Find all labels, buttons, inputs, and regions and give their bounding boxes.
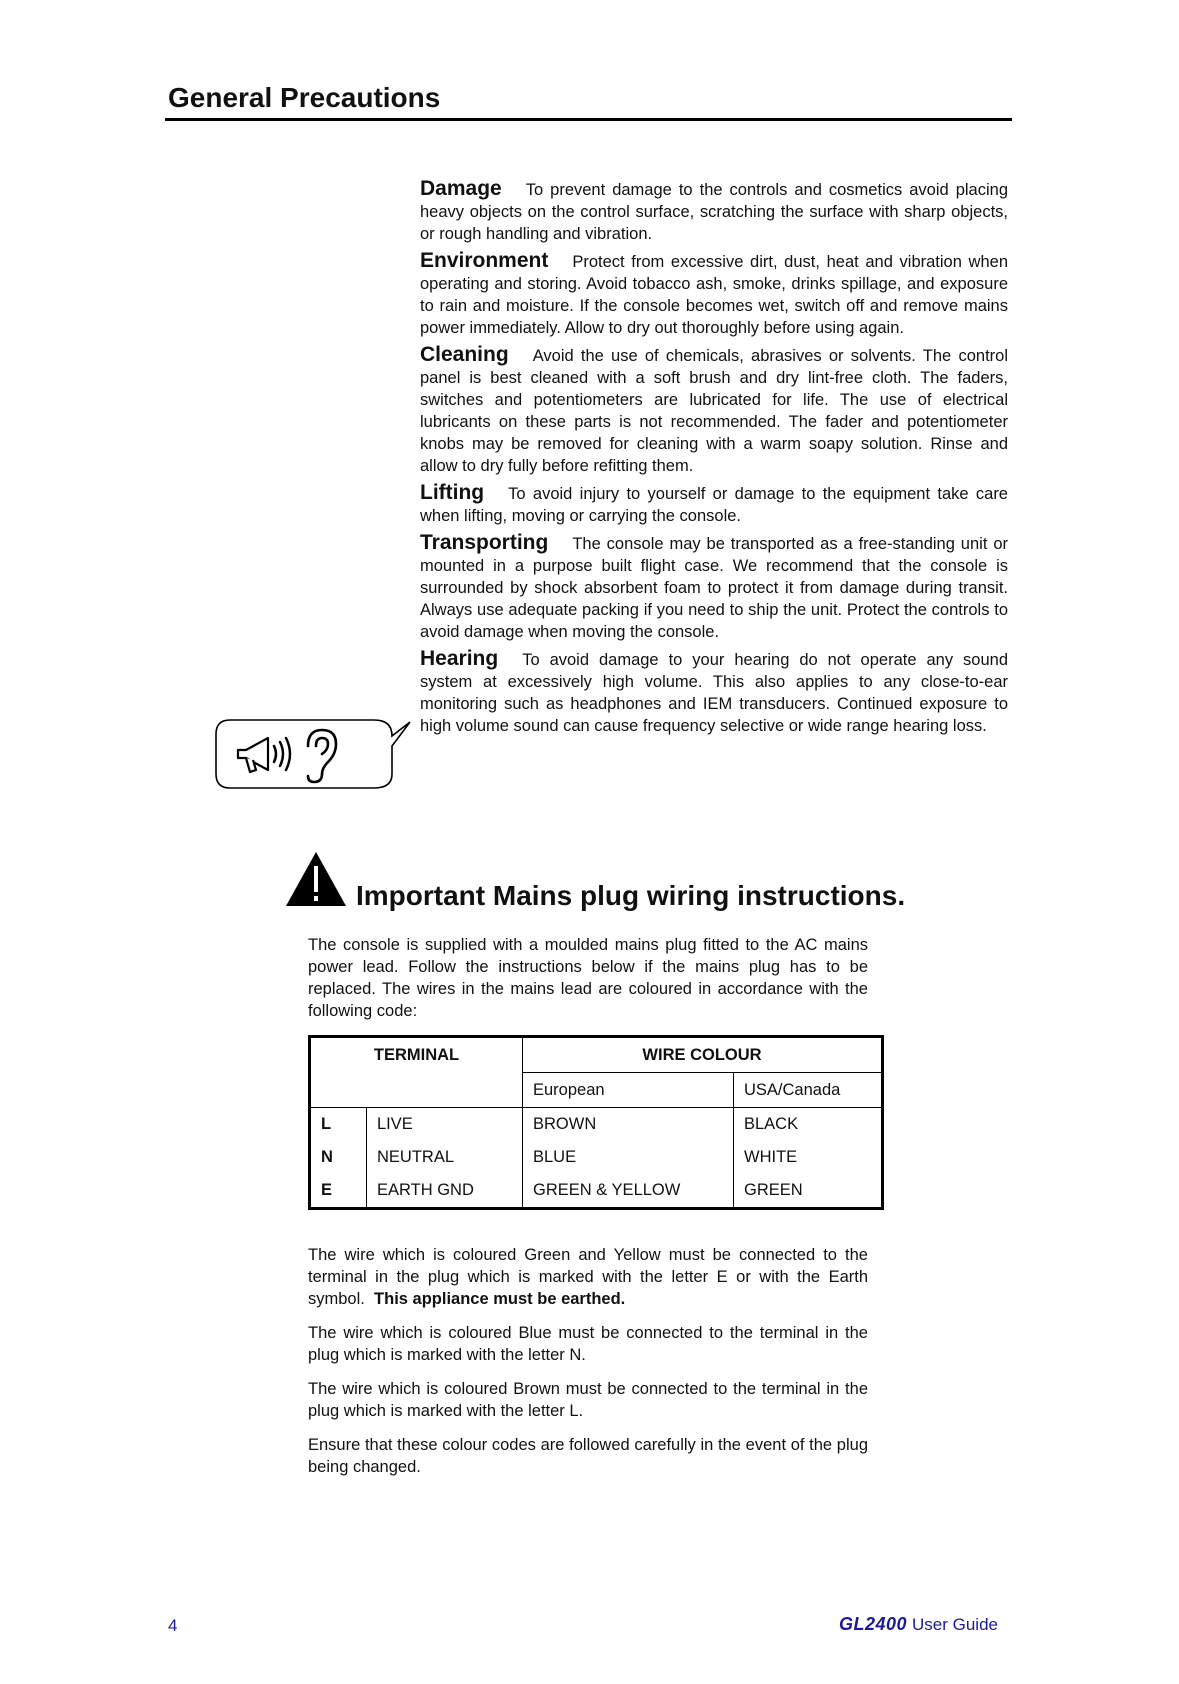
terminal-letter: L bbox=[310, 1108, 367, 1142]
european-colour: BROWN bbox=[523, 1108, 734, 1142]
wiring-notes bbox=[308, 1244, 868, 1490]
note-green-yellow bbox=[308, 1244, 868, 1310]
note-blue: The wire which is coloured Blue must be connected to the terminal in the plug which is marked with the letter N. bbox=[308, 1324, 868, 1364]
precaution-text: To prevent damage to the controls and cosmetics avoid placing heavy objects on the control surface, scratching the surface with sharp objects, or rough handling and vibration. bbox=[420, 181, 1008, 243]
terminal-letter: N bbox=[310, 1141, 367, 1174]
precaution-text: Protect from excessive dirt, dust, heat and vibration when operating and storing. Avoid tobacco ash, smoke, drinks spillage, and exposure to rain and moisture. If the console becomes wet, switch off and remove mains power immediately. Allow to dry out thoroughly before using again. bbox=[420, 253, 1008, 337]
precaution-heading: Transporting bbox=[420, 531, 549, 554]
terminal-name: LIVE bbox=[367, 1108, 523, 1142]
precaution-text: Avoid the use of chemicals, abrasives or solvents. The control panel is best cleaned with a soft brush and dry lint-free cloth. The faders, switches and potentiometers are lubricated for life. The use of electrical lubricants on these parts is not recommended. The fader and potentiometer knobs may be removed for cleaning with a warm soapy solution. Rinse and allow to dry fully before refitting them. bbox=[420, 347, 1008, 475]
note-brown: The wire which is coloured Brown must be connected to the terminal in the plug which is marked with the letter L. bbox=[308, 1380, 868, 1420]
european-colour: BLUE bbox=[523, 1141, 734, 1174]
precaution-hearing bbox=[420, 648, 1008, 737]
page-number: 4 bbox=[168, 1616, 178, 1635]
precautions-section bbox=[420, 178, 1008, 742]
table-row bbox=[310, 1174, 883, 1209]
page-title: General Precautions bbox=[168, 82, 441, 113]
guide-label: User Guide bbox=[912, 1615, 998, 1634]
header-terminal: TERMINAL bbox=[310, 1037, 523, 1108]
precaution-heading: Cleaning bbox=[420, 343, 509, 366]
footer-guide bbox=[839, 1614, 998, 1635]
warning-triangle-icon bbox=[284, 850, 348, 908]
subheader-usa-canada: USA/Canada bbox=[734, 1073, 883, 1108]
wire-colour-table bbox=[308, 1035, 884, 1210]
note-text: The wire which is coloured Green and Yellow must be connected to the terminal in the plug which is marked with the letter E or with the Earth symbol. bbox=[308, 1246, 868, 1308]
precaution-damage bbox=[420, 178, 1008, 245]
mains-title: Important Mains plug wiring instructions. bbox=[356, 880, 906, 911]
title-rule bbox=[165, 118, 1012, 121]
precaution-environment bbox=[420, 250, 1008, 339]
usa-colour: BLACK bbox=[744, 1115, 799, 1133]
table-row bbox=[310, 1108, 883, 1142]
terminal-name: NEUTRAL bbox=[367, 1141, 523, 1174]
terminal-name: EARTH GND bbox=[367, 1174, 523, 1209]
precaution-heading: Environment bbox=[420, 249, 549, 272]
subheader-european: European bbox=[523, 1073, 734, 1108]
megaphone-ear-icon bbox=[212, 712, 422, 792]
usa-colour: GREEN bbox=[744, 1181, 803, 1199]
precaution-text: The console may be transported as a free-standing unit or mounted in a purpose built flight case. We recommend that the console is surrounded by shock absorbent foam to protect it from damage during transit. Always use adequate packing if you need to ship the unit. Protect the controls to avoid damage when moving the console. bbox=[420, 535, 1008, 641]
model-logo: GL2400 bbox=[838, 1614, 908, 1634]
usa-colour: WHITE bbox=[744, 1148, 798, 1166]
precaution-cleaning bbox=[420, 344, 1008, 477]
earthed-warning: This appliance must be earthed. bbox=[374, 1290, 626, 1308]
precaution-text: To avoid injury to yourself or damage to the equipment take care when lifting, moving or carrying the console. bbox=[420, 485, 1008, 525]
precaution-heading: Hearing bbox=[420, 647, 499, 670]
precaution-transporting bbox=[420, 532, 1008, 643]
note-ensure: Ensure that these colour codes are followed carefully in the event of the plug being changed. bbox=[308, 1436, 868, 1476]
european-colour: GREEN & YELLOW bbox=[523, 1174, 734, 1209]
header-wire-colour: WIRE COLOUR bbox=[523, 1037, 883, 1073]
terminal-letter: E bbox=[310, 1174, 367, 1209]
precaution-text: To avoid damage to your hearing do not operate any sound system at excessively high volume. This also applies to any close-to-ear monitoring such as headphones and IEM transducers. Continued exposure to high volume sound can cause frequency selective or wide range hearing loss. bbox=[420, 651, 1008, 735]
precaution-heading: Damage bbox=[420, 177, 502, 200]
precaution-lifting bbox=[420, 482, 1008, 527]
precaution-heading: Lifting bbox=[420, 481, 485, 504]
table-row bbox=[310, 1141, 883, 1174]
mains-intro: The console is supplied with a moulded mains plug fitted to the AC mains power lead. Follow the instructions below if the mains plug has to be replaced. The wires in the mains lead are coloured in accordance with the following code: bbox=[308, 936, 868, 1020]
